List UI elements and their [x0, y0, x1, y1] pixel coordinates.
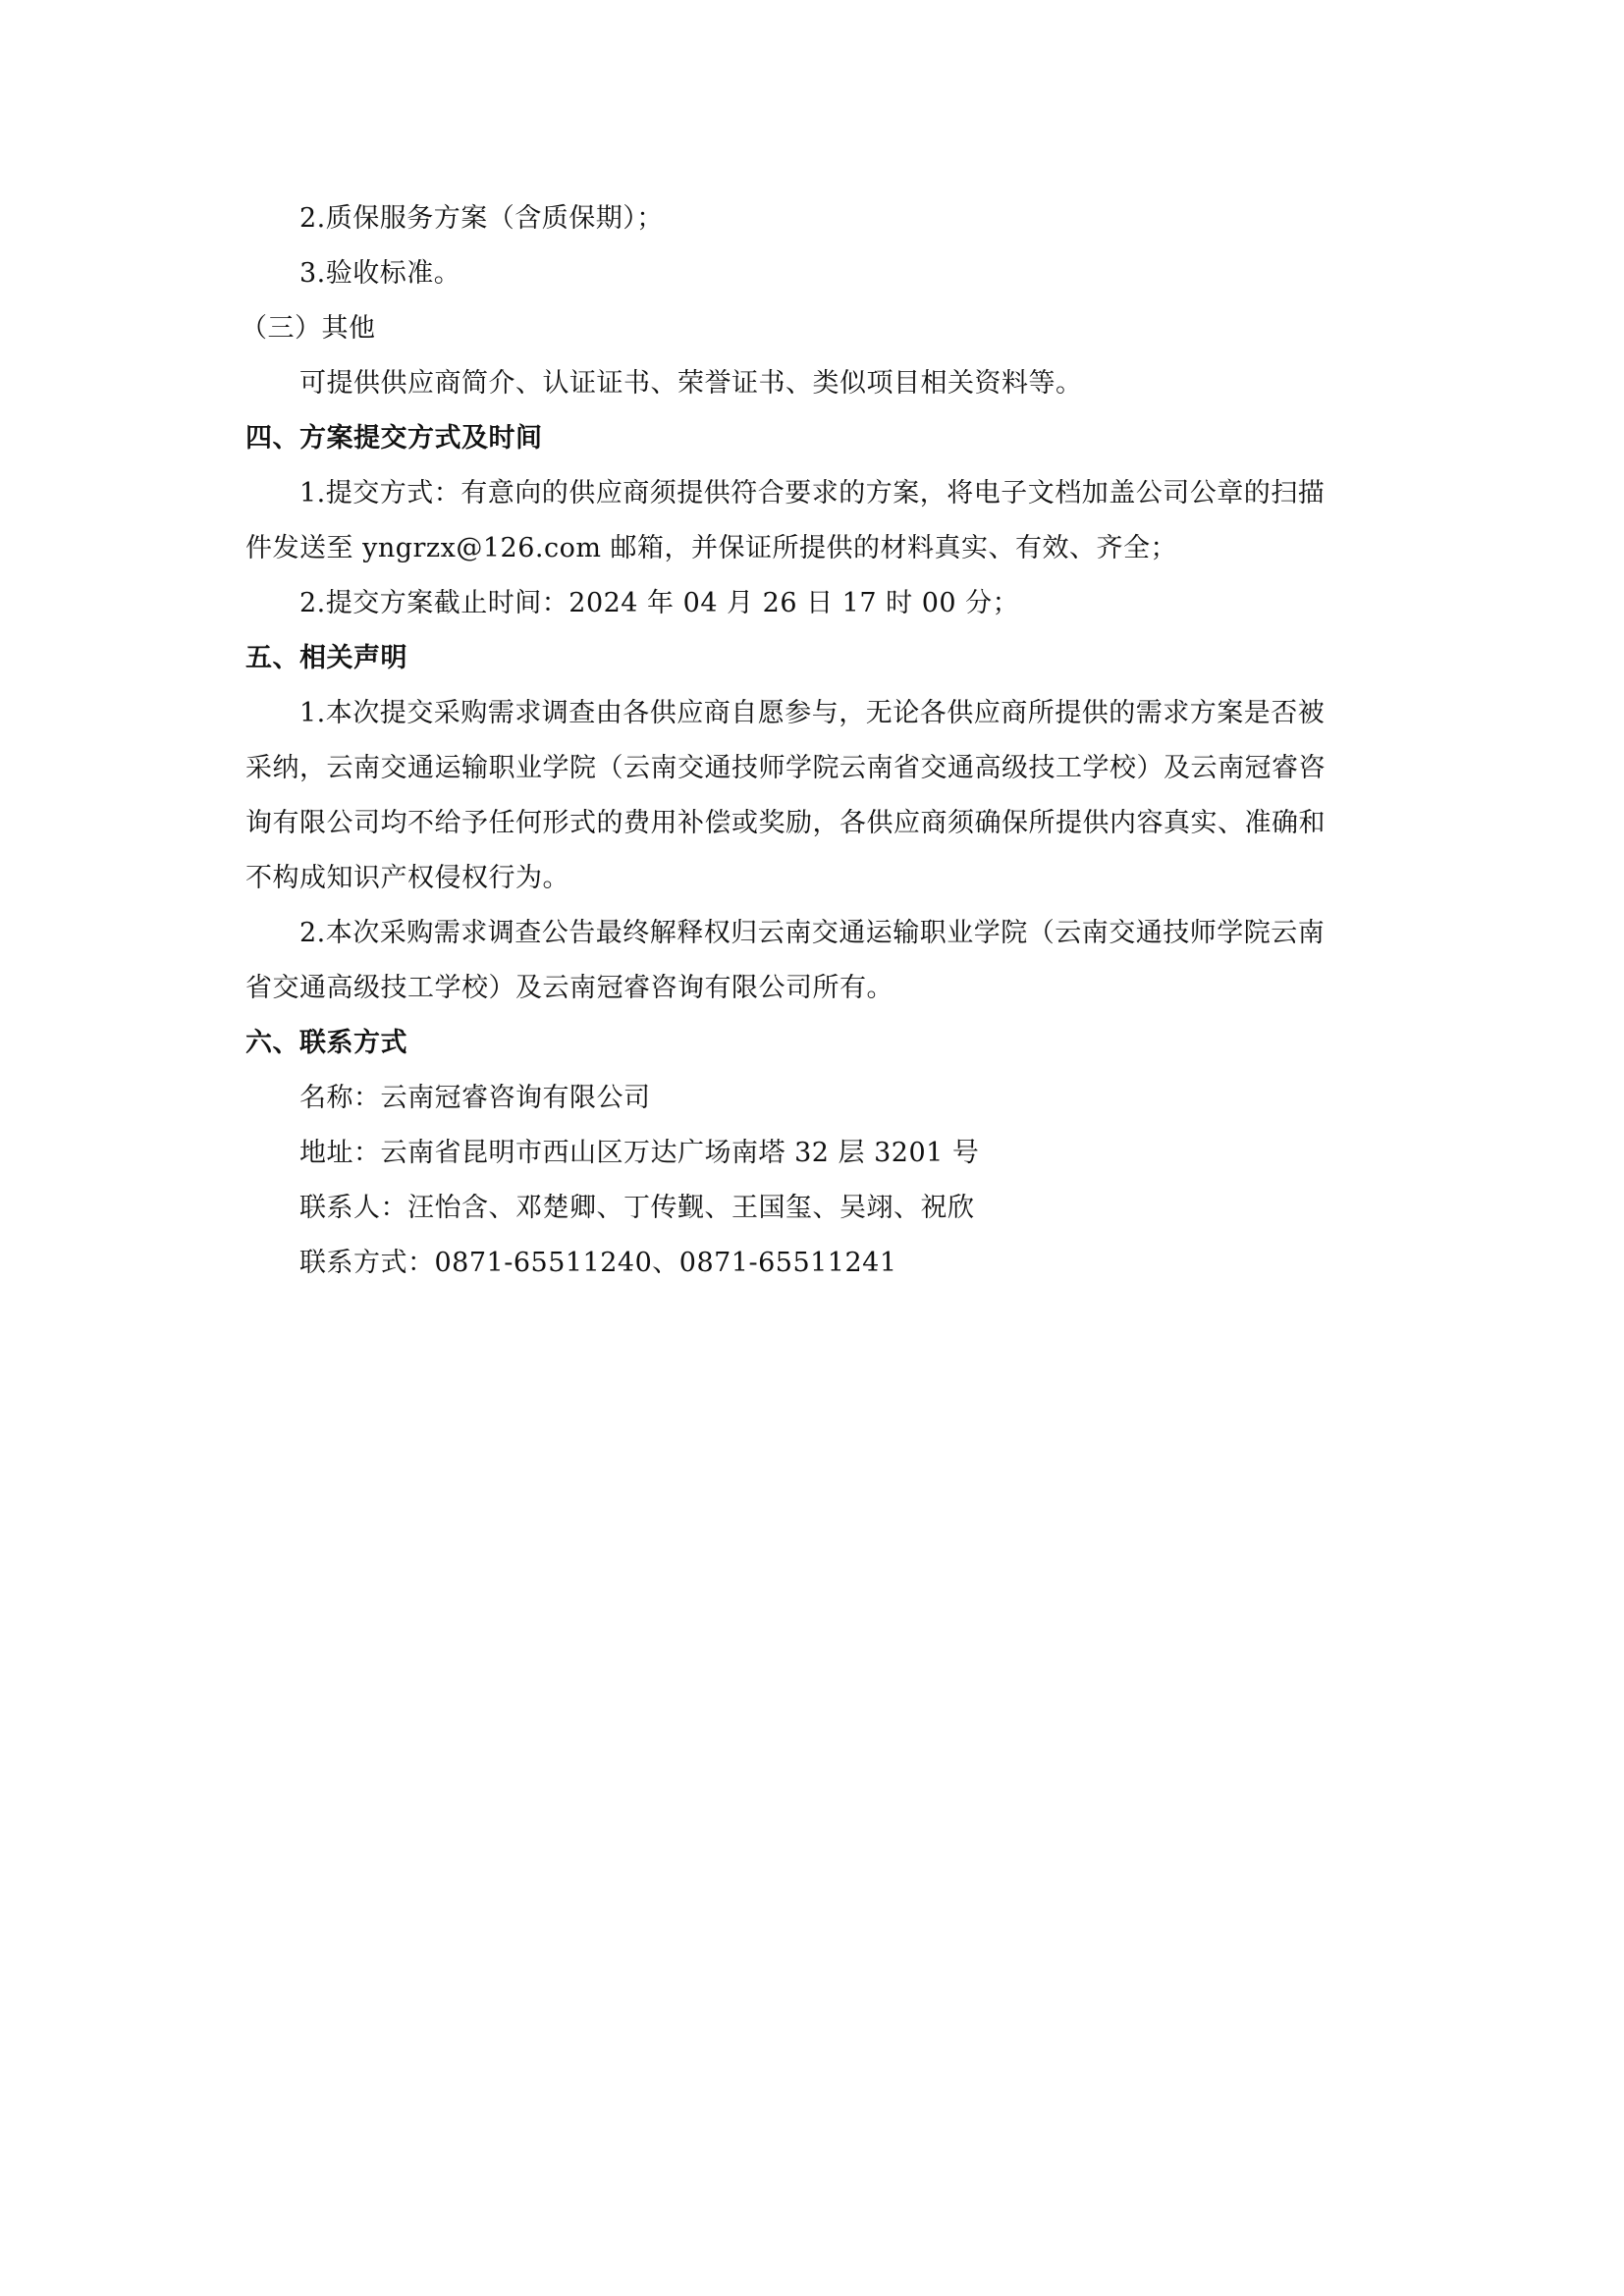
paragraph-statement-1a: 1.本次提交采购需求调查由各供应商自愿参与，无论各供应商所提供的需求方案是否被: [299, 698, 1326, 728]
contact-persons: 联系人：汪怡含、邓楚卿、丁传觐、王国玺、吴翊、祝欣: [299, 1193, 975, 1223]
paragraph-statement-2a: 2.本次采购需求调查公告最终解释权归云南交通运输职业学院（云南交通技师学院云南: [299, 918, 1326, 948]
paragraph-statement-1c: 询有限公司均不给予任何形式的费用补偿或奖励，各供应商须确保所提供内容真实、准确和: [245, 808, 1326, 838]
paragraph-submission-email: 件发送至 yngrzx@126.com 邮箱，并保证所提供的材料真实、有效、齐全；: [245, 533, 1178, 563]
paragraph-acceptance-standard: 3.验收标准。: [299, 258, 461, 289]
paragraph-submission-method: 1.提交方式：有意向的供应商须提供符合要求的方案，将电子文档加盖公司公章的扫描: [299, 478, 1326, 508]
paragraph-statement-1b: 采纳，云南交通运输职业学院（云南交通技师学院云南省交通高级技工学校）及云南冠睿咨: [245, 753, 1326, 783]
paragraph-statement-1d: 不构成知识产权侵权行为。: [245, 863, 569, 893]
paragraph-other-materials: 可提供供应商简介、认证证书、荣誉证书、类似项目相关资料等。: [299, 368, 1083, 399]
contact-phone: 联系方式：0871-65511240、0871-65511241: [299, 1248, 897, 1278]
paragraph-quality-plan: 2.质保服务方案（含质保期）；: [299, 203, 664, 234]
section-heading-submission: 四、方案提交方式及时间: [245, 423, 543, 454]
section-heading-contact: 六、联系方式: [245, 1028, 407, 1058]
section-heading-statement: 五、相关声明: [245, 643, 407, 673]
contact-name: 名称：云南冠睿咨询有限公司: [299, 1083, 651, 1113]
paragraph-submission-deadline: 2.提交方案截止时间：2024 年 04 月 26 日 17 时 00 分；: [299, 588, 1020, 618]
paragraph-statement-2b: 省交通高级技工学校）及云南冠睿咨询有限公司所有。: [245, 973, 893, 1003]
subheading-other: （三）其他: [241, 313, 376, 344]
contact-address: 地址：云南省昆明市西山区万达广场南塔 32 层 3201 号: [299, 1138, 980, 1168]
